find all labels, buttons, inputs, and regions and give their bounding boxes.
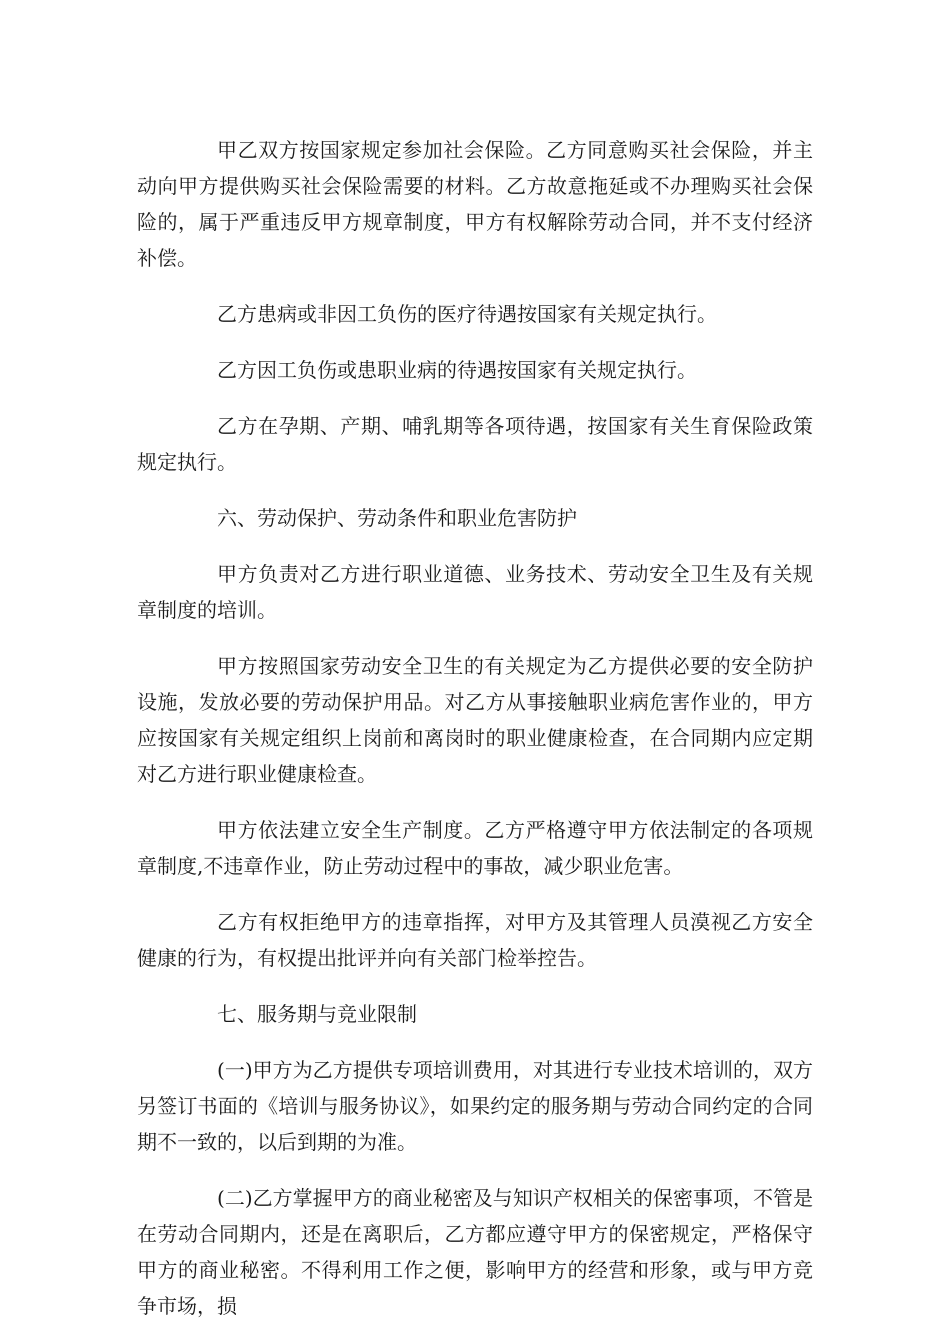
paragraph-safety-equipment: 甲方按照国家劳动安全卫生的有关规定为乙方提供必要的安全防护设施，发放必要的劳动保护用品。对乙方从事接触职业病危害作业的，甲方应按国家有关规定组织上岗前和离岗时的职业健康检查，在合同期内应定期对乙方进行职业健康检查。 bbox=[137, 654, 813, 786]
paragraph-maternity: 乙方在孕期、产期、哺乳期等各项待遇，按国家有关生育保险政策规定执行。 bbox=[137, 414, 813, 474]
paragraph-social-insurance: 甲乙双方按国家规定参加社会保险。乙方同意购买社会保险，并主动向甲方提供购买社会保险需要的材料。乙方故意拖延或不办理购买社会保险的，属于严重违反甲方规章制度，甲方有权解除劳动合同，并不支付经济补偿。 bbox=[137, 138, 813, 270]
section-heading-labor-protection: 六、劳动保护、劳动条件和职业危害防护 bbox=[217, 506, 577, 530]
paragraph-right-to-refuse: 乙方有权拒绝甲方的违章指挥，对甲方及其管理人员漠视乙方安全健康的行为，有权提出批评并向有关部门检举控告。 bbox=[137, 910, 813, 970]
document-body bbox=[137, 132, 813, 1344]
section-heading-service-period: 七、服务期与竞业限制 bbox=[217, 1002, 417, 1026]
paragraph-training: 甲方负责对乙方进行职业道德、业务技术、劳动安全卫生及有关规章制度的培训。 bbox=[137, 562, 813, 622]
paragraph-training-agreement: (一)甲方为乙方提供专项培训费用，对其进行专业技术培训的，双方另签订书面的《培训与服务协议》，如果约定的服务期与劳动合同约定的合同期不一致的，以后到期的为准。 bbox=[137, 1058, 813, 1154]
paragraph-medical-treatment: 乙方患病或非因工负伤的医疗待遇按国家有关规定执行。 bbox=[217, 302, 717, 326]
paragraph-safety-system: 甲方依法建立安全生产制度。乙方严格遵守甲方依法制定的各项规章制度,不违章作业，防止劳动过程中的事故，减少职业危害。 bbox=[137, 818, 813, 878]
paragraph-confidentiality: (二)乙方掌握甲方的商业秘密及与知识产权相关的保密事项，不管是在劳动合同期内，还是在离职后，乙方都应遵守甲方的保密规定，严格保守甲方的商业秘密。不得利用工作之便，影响甲方的经营和形象，或与甲方竞争市场，损 bbox=[137, 1186, 813, 1318]
paragraph-work-injury: 乙方因工负伤或患职业病的待遇按国家有关规定执行。 bbox=[217, 358, 697, 382]
